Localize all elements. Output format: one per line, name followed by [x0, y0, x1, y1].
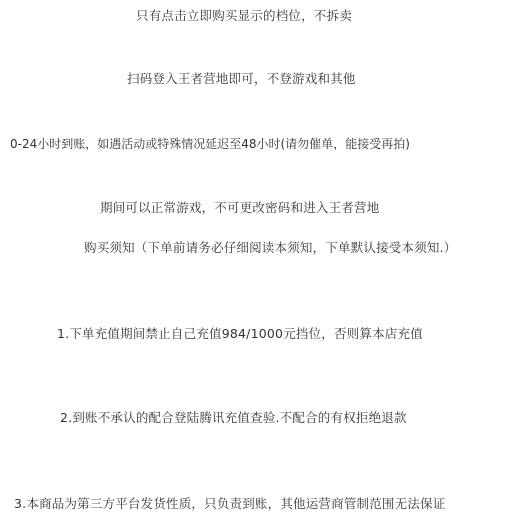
notice-line-purchase-terms-heading: 购买须知（下单前请务必仔细阅读本须知，下单默认接受本须知.） [84, 240, 457, 255]
notice-line-purchase-tier: 只有点击立即购买显示的档位，不拆卖 [136, 8, 352, 23]
rule-item-3: 3.本商品为第三方平台发货性质，只负责到账，其他运营商管制范围无法保证 [14, 496, 446, 511]
rule-item-2: 2.到账不承认的配合登陆腾讯充值查验.不配合的有权拒绝退款 [60, 410, 407, 425]
notice-line-scan-login: 扫码登入王者营地即可，不登游戏和其他 [127, 71, 356, 86]
notice-line-delivery-time: 0-24小时到账，如遇活动或特殊情况延迟至48小时(请勿催单，能接受再拍) [10, 137, 410, 151]
notice-line-during-period: 期间可以正常游戏，不可更改密码和进入王者营地 [100, 200, 380, 215]
rule-item-1: 1.下单充值期间禁止自己充值984/1000元挡位，否则算本店充值 [57, 326, 423, 341]
